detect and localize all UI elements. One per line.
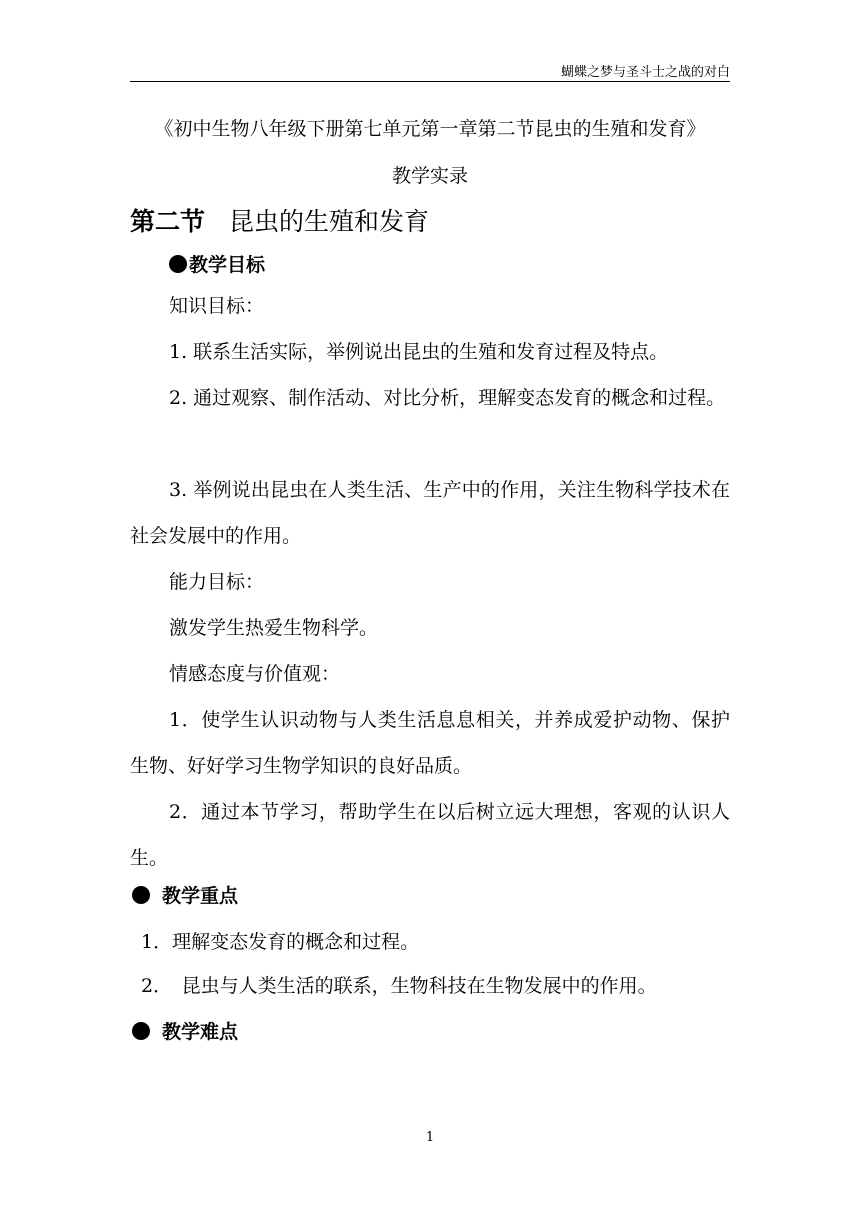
objectives-heading bbox=[169, 250, 265, 277]
emotion-item-1: 1．使学生认识动物与人类生活息息相关，并养成爱护动物、保护生物、好好学习生物学知识的良好品质。 bbox=[130, 709, 730, 777]
document-subtitle: 教学实录 bbox=[391, 165, 468, 187]
ability-text: 激发学生热爱生物科学。 bbox=[169, 617, 379, 639]
key-points-heading-label: 教学重点 bbox=[162, 885, 239, 907]
knowledge-label: 知识目标： bbox=[169, 295, 265, 317]
knowledge-item-3: 3. 举例说出昆虫在人类生活、生产中的作用，关注生物科学技术在社会发展中的作用。 bbox=[130, 479, 730, 547]
knowledge-item-1: 1. 联系生活实际，举例说出昆虫的生殖和发育过程及特点。 bbox=[169, 341, 669, 363]
bullet-icon bbox=[132, 886, 150, 904]
document-title: 《初中生物八年级下册第七单元第一章第二节昆虫的生殖和发育》 bbox=[154, 118, 706, 140]
key-points-heading bbox=[132, 881, 238, 908]
section-number: 第二节 bbox=[130, 207, 206, 236]
ability-label: 能力目标： bbox=[169, 571, 265, 593]
section-name: 昆虫的生殖和发育 bbox=[229, 207, 430, 236]
emotion-label: 情感态度与价值观： bbox=[169, 663, 341, 685]
page-number: 1 bbox=[425, 1130, 435, 1145]
key-point-item-1: 1．理解变态发育的概念和过程。 bbox=[141, 931, 420, 953]
difficult-points-heading bbox=[132, 1017, 238, 1044]
key-point-item-2: 2． 昆虫与人类生活的联系，生物科技在生物发展中的作用。 bbox=[141, 975, 657, 997]
knowledge-item-2: 2. 通过观察、制作活动、对比分析，理解变态发育的概念和过程。 bbox=[169, 387, 726, 409]
bullet-icon bbox=[169, 255, 187, 273]
bullet-icon bbox=[132, 1022, 150, 1040]
section-heading bbox=[130, 202, 429, 238]
emotion-item-2: 2．通过本节学习，帮助学生在以后树立远大理想，客观的认识人生。 bbox=[130, 801, 730, 869]
objectives-heading-label: 教学目标 bbox=[189, 254, 266, 276]
header-rule bbox=[130, 81, 730, 82]
running-header: 蝴蝶之梦与圣斗士之战的对白 bbox=[560, 65, 730, 80]
difficult-points-heading-label: 教学难点 bbox=[162, 1021, 239, 1043]
